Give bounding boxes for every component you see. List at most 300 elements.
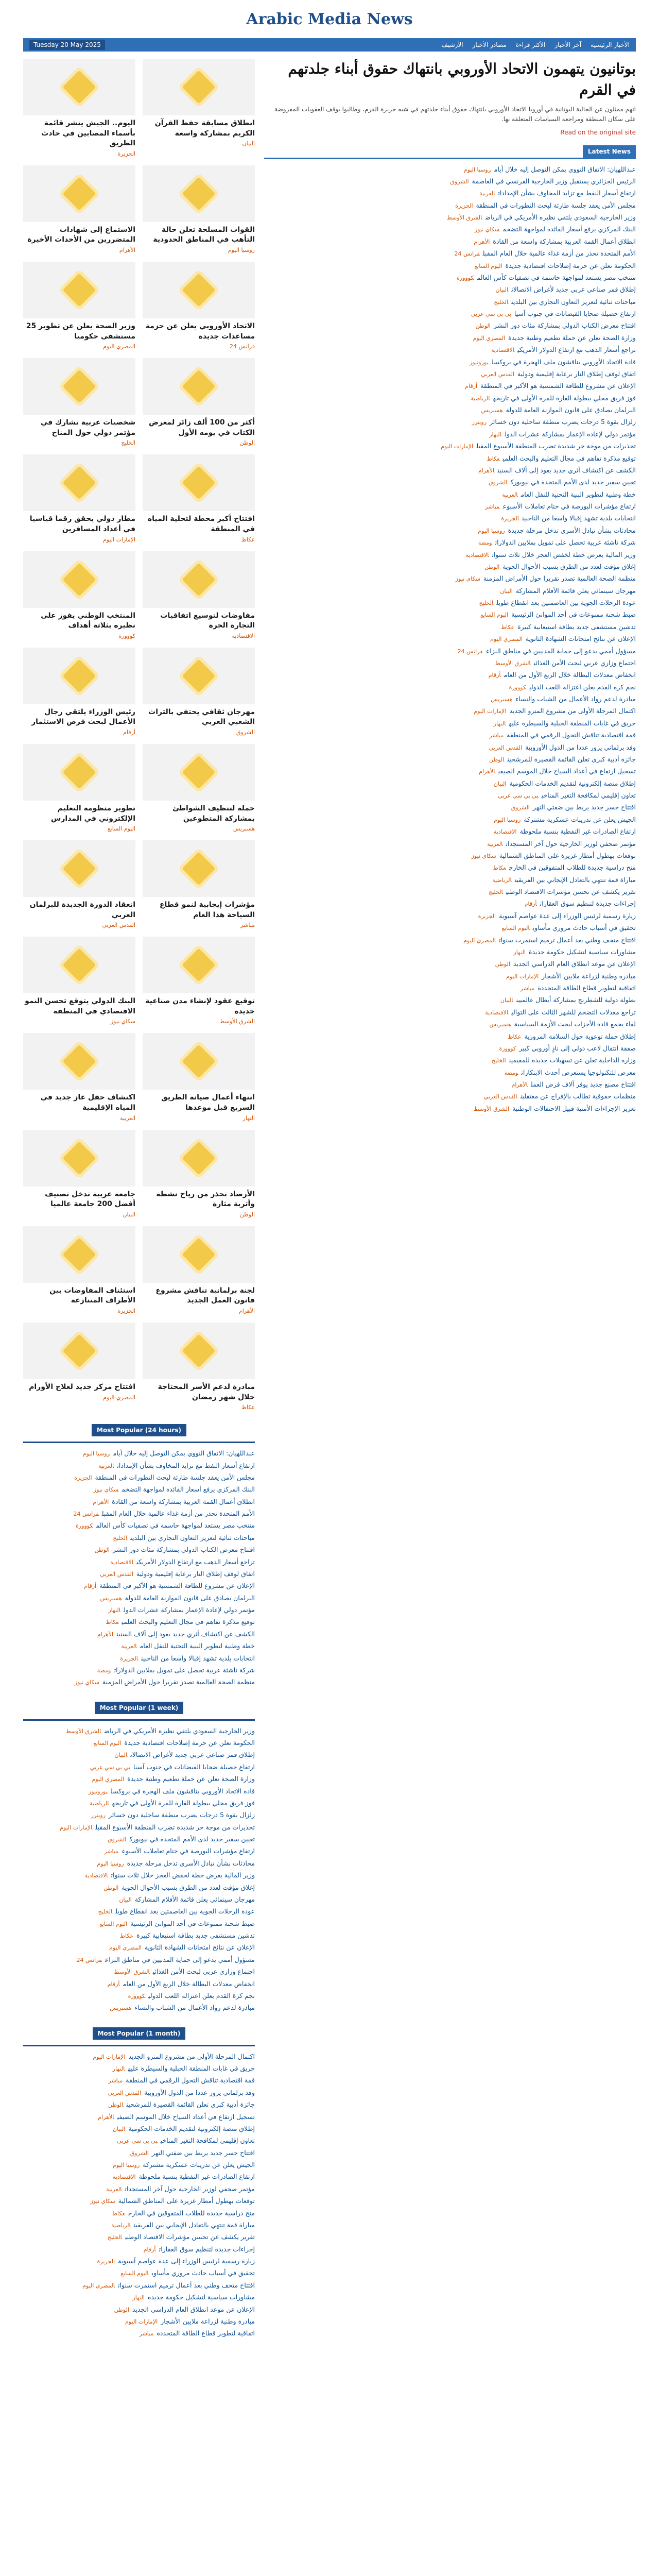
headline-source[interactable]: الإمارات اليوم bbox=[93, 2053, 126, 2060]
list-item[interactable] bbox=[264, 199, 636, 211]
headline-link[interactable]: الكشف عن اكتشاف أثري جديد يعود إلى آلاف السنين bbox=[497, 466, 636, 474]
headline-source[interactable]: الرياضية bbox=[89, 1800, 109, 1807]
list-item[interactable] bbox=[23, 1929, 255, 1941]
headline-source[interactable]: الاقتصادية bbox=[465, 551, 489, 558]
headline-source[interactable]: الجزيرة bbox=[455, 202, 473, 209]
list-item[interactable] bbox=[23, 1507, 255, 1519]
list-item[interactable] bbox=[23, 1821, 255, 1833]
headline-source[interactable]: البيان bbox=[114, 1752, 128, 1759]
news-card[interactable] bbox=[143, 840, 255, 928]
card-title[interactable]: اليوم.. الجيش ينشر قائمة بأسماء المصابين في حادث الطريق bbox=[41, 119, 135, 148]
list-item[interactable] bbox=[264, 536, 636, 548]
list-item[interactable] bbox=[264, 572, 636, 584]
headline-source[interactable]: بي بي سي عربي bbox=[90, 1764, 130, 1771]
list-item[interactable] bbox=[23, 2207, 255, 2219]
list-item[interactable] bbox=[23, 2195, 255, 2207]
headline-link[interactable]: شركة ناشئة عربية تحصل على تمويل بملايين الدولارات bbox=[495, 538, 636, 547]
news-card[interactable] bbox=[143, 1226, 255, 1314]
headline-source[interactable]: البيان bbox=[119, 1896, 132, 1903]
headline-link[interactable]: توقيع مذكرة تفاهم في مجال التعليم والبحث العلمي bbox=[122, 1618, 255, 1626]
headline-link[interactable]: فوز فريق محلي ببطولة القارة للمرة الأولى في تاريخه bbox=[493, 394, 636, 402]
headline-source[interactable]: الوطن bbox=[94, 1547, 110, 1554]
list-item[interactable] bbox=[264, 416, 636, 428]
list-item[interactable] bbox=[23, 1882, 255, 1893]
headline-link[interactable]: وزير المالية يعرض خطة لخفض العجز خلال ثلاث سنوات bbox=[111, 1871, 255, 1879]
headline-source[interactable]: اليوم السابع bbox=[93, 1740, 122, 1747]
headline-link[interactable]: توقعات بهطول أمطار غزيرة على المناطق الشمالية bbox=[499, 851, 636, 859]
headline-source[interactable]: كووورة bbox=[509, 684, 527, 691]
list-item[interactable] bbox=[264, 380, 636, 392]
headline-link[interactable]: قادة الاتحاد الأوروبي يناقشون ملف الهجرة في بروكسل bbox=[110, 1787, 255, 1795]
news-card[interactable] bbox=[143, 262, 255, 350]
headline-link[interactable]: تحقيق في أسباب حادث مروري مأساوي bbox=[532, 924, 636, 932]
headline-source[interactable]: الأهرام bbox=[97, 1631, 114, 1638]
headline-source[interactable]: الشرق الأوسط bbox=[474, 1105, 509, 1112]
headline-link[interactable]: مهرجان سينمائي يعلن قائمة الأفلام المشاركة bbox=[515, 586, 636, 595]
card-title[interactable]: وزير الصحة يعلن عن تطوير 25 مستشفى حكوميا bbox=[26, 321, 135, 341]
card-source[interactable]: العربية bbox=[119, 1114, 135, 1122]
headline-link[interactable]: مؤتمر دولي لإعادة الإعمار بمشاركة عشرات الدول bbox=[505, 430, 636, 438]
card-thumbnail[interactable] bbox=[23, 454, 135, 511]
list-item[interactable] bbox=[264, 681, 636, 693]
list-item[interactable] bbox=[264, 958, 636, 970]
news-card[interactable] bbox=[23, 358, 135, 446]
headline-link[interactable]: تعاون إقليمي لمكافحة التغير المناخي bbox=[160, 2137, 255, 2145]
list-item[interactable] bbox=[23, 1965, 255, 1977]
list-item[interactable] bbox=[264, 488, 636, 500]
headline-link[interactable]: مؤتمر صحفي لوزير الخارجية حول آخر المستجدات bbox=[506, 839, 636, 848]
headline-link[interactable]: مشاورات سياسية لتشكيل حكومة جديدة bbox=[147, 2293, 255, 2301]
headline-link[interactable]: توقيع مذكرة تفاهم في مجال التعليم والبحث العلمي bbox=[502, 454, 636, 462]
card-source[interactable]: الخليج bbox=[121, 439, 135, 447]
list-item[interactable] bbox=[264, 1030, 636, 1042]
news-card[interactable] bbox=[143, 59, 255, 157]
headline-link[interactable]: تحقيق في أسباب حادث مروري مأساوي bbox=[151, 2269, 255, 2277]
list-item[interactable] bbox=[23, 2134, 255, 2146]
list-item[interactable] bbox=[264, 1066, 636, 1078]
list-item[interactable] bbox=[23, 2062, 255, 2074]
headline-source[interactable]: كووورة bbox=[76, 1522, 93, 1530]
headline-link[interactable]: عبداللهيان: الاتفاق النووي يمكن التوصل إليه خلال أيام bbox=[494, 165, 636, 173]
headline-link[interactable]: منح دراسية جديدة للطلاب المتفوقين في الخارج bbox=[128, 2209, 255, 2217]
card-thumbnail[interactable] bbox=[143, 1130, 255, 1187]
headline-link[interactable]: البنك المركزي يرفع أسعار الفائدة لمواجهة التضخم bbox=[502, 225, 636, 233]
list-item[interactable] bbox=[23, 2159, 255, 2171]
card-thumbnail[interactable] bbox=[143, 744, 255, 801]
headline-link[interactable]: وفد برلماني يزور عددا من الدول الأوروبية bbox=[144, 2088, 255, 2096]
headline-source[interactable]: الإمارات اليوم bbox=[60, 1824, 93, 1831]
card-source[interactable]: مباشر bbox=[240, 922, 255, 929]
list-item[interactable] bbox=[264, 886, 636, 897]
list-item[interactable] bbox=[23, 1483, 255, 1495]
headline-link[interactable]: ارتفاع الصادرات غير النفطية بنسبة ملحوظة bbox=[519, 827, 636, 836]
list-item[interactable] bbox=[264, 344, 636, 355]
headline-source[interactable]: سكاي نيوز bbox=[74, 1679, 99, 1686]
card-thumbnail[interactable] bbox=[143, 262, 255, 318]
card-title[interactable]: حملة لتنظيف الشواطئ بمشاركة المتطوعين bbox=[172, 804, 255, 823]
headline-link[interactable]: انخفاض معدلات البطالة خلال الربع الأول من العام bbox=[123, 1979, 255, 1988]
headline-source[interactable]: هسبريس bbox=[481, 407, 503, 414]
headline-link[interactable]: عبداللهيان: الاتفاق النووي يمكن التوصل إليه خلال أيام bbox=[113, 1449, 255, 1458]
list-item[interactable] bbox=[264, 175, 636, 187]
headline-source[interactable]: العربية bbox=[106, 2185, 122, 2193]
news-card[interactable] bbox=[143, 648, 255, 736]
headline-source[interactable]: عكاظ bbox=[119, 1933, 134, 1940]
list-item[interactable] bbox=[264, 524, 636, 536]
headline-source[interactable]: الأهرام bbox=[479, 768, 495, 775]
card-source[interactable]: عكاظ bbox=[241, 536, 255, 543]
headline-source[interactable]: روسيا اليوم bbox=[494, 816, 521, 823]
headline-link[interactable]: إغلاق مؤقت لعدد من الطرق بسبب الأحوال الجوية bbox=[502, 562, 636, 570]
list-item[interactable] bbox=[23, 2291, 255, 2303]
headline-link[interactable]: محادثات بشأن تبادل الأسرى تدخل مرحلة جديدة bbox=[127, 1859, 255, 1867]
card-title[interactable]: البنك الدولي يتوقع تحسن النمو الاقتصادي في المنطقة bbox=[25, 997, 135, 1015]
headline-link[interactable]: إطلاق قمر صناعي عربي جديد لأغراض الاتصالات bbox=[130, 1751, 255, 1759]
headline-link[interactable]: اكتمال المرحلة الأولى من مشروع المترو الجديد bbox=[128, 2052, 255, 2060]
headline-link[interactable]: منظمة الصحة العالمية تصدر تقريرا حول الأمراض المزمنة bbox=[483, 574, 636, 583]
headline-source[interactable]: الخليج bbox=[488, 889, 503, 896]
card-title[interactable]: تطوير منظومة التعليم الإلكتروني في المدارس bbox=[51, 804, 135, 823]
headline-link[interactable]: الإعلان عن موعد انطلاق العام الدراسي الجديد bbox=[513, 960, 636, 968]
headline-link[interactable]: مهرجان سينمائي يعلن قائمة الأفلام المشاركة bbox=[134, 1895, 255, 1903]
headline-source[interactable]: الوطن bbox=[484, 563, 500, 570]
headline-source[interactable]: الجزيرة bbox=[501, 515, 519, 522]
list-item[interactable] bbox=[23, 1785, 255, 1797]
headline-link[interactable]: اجتماع وزاري عربي لبحث الأمن الغذائي bbox=[533, 658, 636, 667]
headline-link[interactable]: مجلس الأمن يعقد جلسة طارئة لبحث التطورات في المنطقة bbox=[476, 201, 636, 209]
headline-link[interactable]: افتتاح مصنع جديد يوفر آلاف فرص العمل bbox=[530, 1080, 636, 1089]
list-item[interactable] bbox=[264, 597, 636, 608]
headline-link[interactable]: منح دراسية جديدة للطلاب المتفوقين في الخارج bbox=[509, 863, 636, 872]
card-thumbnail[interactable] bbox=[23, 1323, 135, 1379]
card-title[interactable]: لجنة برلمانية تناقش مشروع قانون العمل الجديد bbox=[155, 1286, 255, 1305]
list-item[interactable] bbox=[264, 368, 636, 380]
headline-source[interactable]: بي بي سي عربي bbox=[498, 792, 539, 800]
card-title[interactable]: انعقاد الدورة الجديدة للبرلمان العربي bbox=[29, 901, 135, 919]
card-title[interactable]: القوات المسلحة تعلن حالة التأهب في المناطق الحدودية bbox=[153, 225, 255, 244]
headline-link[interactable]: انطلاق أعمال القمة العربية بمشاركة واسعة من القادة bbox=[493, 237, 636, 245]
top-menu-item[interactable]: الأرشيف bbox=[441, 41, 463, 48]
headline-source[interactable]: العربية bbox=[502, 491, 518, 498]
headline-source[interactable]: عكاظ bbox=[493, 865, 506, 872]
list-item[interactable] bbox=[264, 404, 636, 416]
headline-source[interactable]: الأهرام bbox=[98, 2113, 114, 2121]
list-item[interactable] bbox=[264, 645, 636, 657]
list-item[interactable] bbox=[23, 2098, 255, 2110]
headline-link[interactable]: اكتمال المرحلة الأولى من مشروع المترو الجديد bbox=[509, 707, 636, 715]
card-source[interactable]: هسبريس bbox=[233, 825, 255, 833]
headline-source[interactable]: البيان bbox=[112, 2125, 126, 2132]
headline-source[interactable]: الاقتصادية bbox=[485, 1009, 509, 1016]
headline-source[interactable]: الجزيرة bbox=[120, 1655, 138, 1662]
card-thumbnail[interactable] bbox=[23, 262, 135, 318]
list-item[interactable] bbox=[23, 2002, 255, 2013]
headline-link[interactable]: إطلاق حملة توعوية حول السلامة المرورية bbox=[524, 1032, 636, 1040]
list-item[interactable] bbox=[264, 247, 636, 259]
news-card[interactable] bbox=[143, 165, 255, 253]
headline-link[interactable]: توقعات بهطول أمطار غزيرة على المناطق الشمالية bbox=[118, 2197, 255, 2205]
headline-source[interactable]: بي بي سي عربي bbox=[471, 311, 511, 318]
card-source[interactable]: الاقتصادية bbox=[232, 632, 255, 639]
list-item[interactable] bbox=[264, 223, 636, 235]
headline-link[interactable]: انخفاض معدلات البطالة خلال الربع الأول من العام bbox=[504, 671, 636, 679]
card-source[interactable]: الشرق الأوسط bbox=[219, 1018, 255, 1025]
headline-source[interactable]: مباشر bbox=[104, 1848, 119, 1855]
card-title[interactable]: الاتحاد الأوروبي يعلن عن حزمة مساعدات جديدة bbox=[145, 321, 255, 341]
headline-link[interactable]: الإعلان عن نتائج امتحانات الشهادة الثانوية bbox=[525, 635, 636, 643]
card-source[interactable]: اليوم السابع bbox=[107, 825, 135, 833]
list-item[interactable] bbox=[264, 561, 636, 572]
list-item[interactable] bbox=[23, 1918, 255, 1929]
headline-link[interactable]: تدشين مستشفى جديد بطاقة استيعابية كبيرة bbox=[517, 622, 636, 631]
list-item[interactable] bbox=[264, 753, 636, 765]
headline-source[interactable]: الرياضية bbox=[492, 876, 512, 884]
card-title[interactable]: مبادرة لدعم الأسر المحتاجة خلال شهر رمضان bbox=[158, 1383, 255, 1401]
list-item[interactable] bbox=[264, 1054, 636, 1066]
headline-source[interactable]: العربية bbox=[479, 190, 495, 197]
card-source[interactable]: النهار bbox=[242, 1114, 255, 1122]
list-item[interactable] bbox=[264, 1078, 636, 1090]
headline-source[interactable]: الاقتصادية bbox=[112, 2174, 136, 2181]
headline-source[interactable]: القدس العربي bbox=[483, 1093, 517, 1100]
list-item[interactable] bbox=[264, 464, 636, 476]
list-item[interactable] bbox=[23, 2183, 255, 2195]
list-item[interactable] bbox=[264, 850, 636, 861]
headline-source[interactable]: اليوم السابع bbox=[501, 925, 530, 932]
list-item[interactable] bbox=[264, 187, 636, 199]
headline-source[interactable]: المصري اليوم bbox=[109, 1944, 142, 1952]
list-item[interactable] bbox=[23, 1447, 255, 1459]
list-item[interactable] bbox=[23, 2279, 255, 2291]
headline-link[interactable]: إطلاق قمر صناعي عربي جديد لأغراض الاتصالات bbox=[511, 285, 636, 294]
list-item[interactable] bbox=[264, 440, 636, 452]
news-card[interactable] bbox=[23, 840, 135, 928]
card-thumbnail[interactable] bbox=[23, 937, 135, 993]
list-item[interactable] bbox=[264, 428, 636, 440]
headline-link[interactable]: منتخب مصر يستعد لمواجهة حاسمة في تصفيات كأس العالم bbox=[96, 1521, 255, 1530]
news-card[interactable] bbox=[23, 262, 135, 350]
list-item[interactable] bbox=[23, 2050, 255, 2062]
card-thumbnail[interactable] bbox=[143, 937, 255, 993]
card-thumbnail[interactable] bbox=[23, 648, 135, 704]
list-item[interactable] bbox=[264, 705, 636, 717]
headline-source[interactable]: العربية bbox=[98, 1462, 114, 1469]
headline-source[interactable]: الاقتصادية bbox=[84, 1872, 108, 1879]
list-item[interactable] bbox=[264, 476, 636, 488]
card-thumbnail[interactable] bbox=[143, 454, 255, 511]
lead-title[interactable]: بوتانيون يتهمون الاتحاد الأوروبي بانتهاك حقوق أبناء جلدتهم في القرم bbox=[288, 60, 636, 98]
card-source[interactable]: البيان bbox=[242, 140, 255, 147]
news-card[interactable] bbox=[143, 1033, 255, 1121]
headline-source[interactable]: هسبريس bbox=[491, 696, 513, 703]
headline-source[interactable]: أرقام bbox=[143, 2246, 156, 2253]
headline-link[interactable]: تراجع أسعار الذهب مع ارتفاع الدولار الأمريكي bbox=[517, 346, 636, 354]
card-thumbnail[interactable] bbox=[23, 358, 135, 415]
headline-link[interactable]: وفد برلماني يزور عددا من الدول الأوروبية bbox=[525, 743, 636, 751]
headline-link[interactable]: مباراة قمة تنتهي بالتعادل الإيجابي بين الفريقين bbox=[133, 2221, 255, 2229]
headline-link[interactable]: تعاون إقليمي لمكافحة التغير المناخي bbox=[541, 791, 636, 800]
headline-source[interactable]: ومضة bbox=[478, 539, 492, 547]
headline-source[interactable]: فرانس 24 bbox=[73, 1511, 99, 1518]
card-source[interactable]: الشروق bbox=[236, 728, 255, 736]
headline-link[interactable]: الرئيس الجزائري يستقبل وزير الخارجية الفرنسي في العاصمة bbox=[472, 177, 636, 185]
headline-link[interactable]: افتتاح متحف وطني بعد أعمال ترميم استمرت سنوات bbox=[499, 936, 636, 944]
list-item[interactable] bbox=[23, 1568, 255, 1580]
card-thumbnail[interactable] bbox=[23, 59, 135, 115]
headline-source[interactable]: فرانس 24 bbox=[457, 648, 483, 655]
card-source[interactable]: فرانس 24 bbox=[230, 343, 255, 350]
list-item[interactable] bbox=[23, 1556, 255, 1568]
news-card[interactable] bbox=[23, 1130, 135, 1218]
headline-link[interactable]: وزير المالية يعرض خطة لخفض العجز خلال ثلاث سنوات bbox=[492, 550, 636, 558]
headline-link[interactable]: ارتفاع حصيلة ضحايا الفيضانات في جنوب آسيا bbox=[133, 1762, 255, 1771]
headline-link[interactable]: تقرير يكشف عن تحسن مؤشرات الاقتصاد الوطني bbox=[506, 888, 636, 896]
list-item[interactable] bbox=[264, 319, 636, 331]
list-item[interactable] bbox=[264, 163, 636, 175]
headline-link[interactable]: شركة ناشئة عربية تحصل على تمويل بملايين الدولارات bbox=[114, 1666, 255, 1674]
headline-link[interactable]: اتفاقية لتطوير قطاع الطاقة المتجددة bbox=[157, 2329, 255, 2337]
list-item[interactable] bbox=[264, 1042, 636, 1054]
list-item[interactable] bbox=[23, 1460, 255, 1471]
headline-source[interactable]: المصري اليوم bbox=[463, 937, 496, 944]
headline-link[interactable]: الجيش يعلن عن تدريبات عسكرية مشتركة bbox=[143, 2161, 255, 2169]
headline-link[interactable]: الإعلان عن موعد انطلاق العام الدراسي الجديد bbox=[132, 2305, 255, 2313]
card-title[interactable]: رئيس الوزراء يلتقي رجال الأعمال لبحث فرص الاستثمار bbox=[31, 707, 135, 726]
news-card[interactable] bbox=[23, 551, 135, 639]
list-item[interactable] bbox=[264, 1090, 636, 1102]
list-item[interactable] bbox=[264, 994, 636, 1006]
headline-link[interactable]: خطة وطنية لتطوير البنية التحتية للنقل العام bbox=[140, 1642, 255, 1650]
card-title[interactable]: افتتاح أكبر محطة لتحلية المياه في المنطقة bbox=[147, 515, 255, 533]
list-item[interactable] bbox=[23, 2243, 255, 2255]
headline-link[interactable]: زلزال بقوة 5 درجات يضرب منطقة ساحلية دون خسائر bbox=[490, 418, 636, 426]
list-item[interactable] bbox=[23, 2255, 255, 2267]
headline-source[interactable]: ومضة bbox=[97, 1667, 111, 1674]
headline-source[interactable]: الجزيرة bbox=[97, 2258, 115, 2265]
lead-source-link[interactable]: Read on the original site bbox=[560, 128, 636, 136]
card-title[interactable]: مفاوضات لتوسيع اتفاقيات التجارة الحرة bbox=[160, 611, 255, 630]
headline-link[interactable]: عودة الرحلات الجوية بين العاصمتين بعد انقطاع طويل bbox=[496, 599, 636, 607]
headline-link[interactable]: خطة وطنية لتطوير البنية التحتية للنقل العام bbox=[521, 490, 636, 498]
headline-link[interactable]: مبادرة لدعم رواد الأعمال من الشباب والنساء bbox=[134, 2004, 255, 2012]
headline-link[interactable]: الجيش يعلن عن تدريبات عسكرية مشتركة bbox=[524, 815, 636, 823]
card-title[interactable]: مطار دولي يحقق رقما قياسيا في أعداد المسافرين bbox=[29, 515, 135, 533]
headline-link[interactable]: ارتفاع حصيلة ضحايا الفيضانات في جنوب آسيا bbox=[514, 310, 636, 318]
headline-source[interactable]: الوطن bbox=[108, 2102, 124, 2109]
headline-link[interactable]: الإعلان عن مشروع للطاقة الشمسية هو الأكبر في المنطقة bbox=[99, 1582, 255, 1590]
headline-source[interactable]: النهار bbox=[493, 720, 506, 727]
list-item[interactable] bbox=[264, 982, 636, 994]
headline-link[interactable]: افتتاح جسر جديد يربط بين ضفتي النهر bbox=[532, 803, 636, 811]
headline-link[interactable]: الحكومة تعلن عن حزمة إصلاحات اقتصادية جديدة bbox=[505, 261, 636, 269]
card-title[interactable]: الأرصاد تحذر من رياح نشطة وأتربة مثارة bbox=[156, 1190, 255, 1209]
news-card[interactable] bbox=[143, 937, 255, 1025]
list-item[interactable] bbox=[23, 2219, 255, 2231]
headline-link[interactable]: تحذيرات من موجة حر شديدة تضرب المنطقة الأسبوع المقبل bbox=[476, 442, 636, 450]
news-card[interactable] bbox=[23, 648, 135, 736]
news-card[interactable] bbox=[143, 744, 255, 832]
headline-source[interactable]: البيان bbox=[495, 286, 509, 294]
headline-source[interactable]: الجزيرة bbox=[74, 1474, 92, 1481]
list-item[interactable] bbox=[23, 2087, 255, 2098]
headline-source[interactable]: النهار bbox=[489, 431, 502, 438]
news-card[interactable] bbox=[143, 1323, 255, 1411]
list-item[interactable] bbox=[264, 861, 636, 873]
headline-link[interactable]: إغلاق مؤقت لعدد من الطرق بسبب الأحوال الجوية bbox=[122, 1883, 255, 1891]
headline-link[interactable]: نجم كرة القدم يعلن اعتزاله اللعب الدولي bbox=[148, 1991, 255, 1999]
headline-source[interactable]: المصري اليوم bbox=[473, 334, 506, 342]
headline-link[interactable]: فوز فريق محلي ببطولة القارة للمرة الأولى في تاريخه bbox=[112, 1799, 255, 1807]
card-title[interactable]: انتهاء أعمال صيانة الطريق السريع قبل موعدها bbox=[161, 1093, 255, 1112]
list-item[interactable] bbox=[23, 1652, 255, 1664]
news-card[interactable] bbox=[23, 1033, 135, 1121]
headline-source[interactable]: هسبريس bbox=[100, 1595, 122, 1602]
list-item[interactable] bbox=[23, 1990, 255, 2002]
headline-source[interactable]: الاقتصادية bbox=[493, 828, 517, 836]
headline-source[interactable]: القدس العربي bbox=[481, 370, 514, 378]
list-item[interactable] bbox=[23, 1725, 255, 1737]
list-item[interactable] bbox=[264, 500, 636, 512]
headline-source[interactable]: البيان bbox=[493, 780, 507, 787]
headline-link[interactable]: قمة اقتصادية تناقش التحول الرقمي في المنطقة bbox=[126, 2076, 255, 2084]
list-item[interactable] bbox=[264, 1018, 636, 1030]
card-title[interactable]: شخصيات عربية تشارك في مؤتمر دولي حول المناخ bbox=[40, 418, 135, 437]
card-source[interactable]: الأهرام bbox=[238, 1308, 255, 1315]
headline-source[interactable]: الأهرام bbox=[93, 1498, 109, 1505]
headline-source[interactable]: النهار bbox=[108, 1607, 121, 1614]
card-thumbnail[interactable] bbox=[143, 648, 255, 704]
headline-link[interactable]: مجلس الأمن يعقد جلسة طارئة لبحث التطورات في المنطقة bbox=[95, 1473, 255, 1481]
news-card[interactable] bbox=[23, 165, 135, 253]
headline-source[interactable]: الخليج bbox=[107, 2234, 122, 2241]
list-item[interactable] bbox=[23, 1580, 255, 1591]
top-menu-item[interactable]: مصادر الأخبار bbox=[472, 41, 507, 48]
headline-link[interactable]: حريق في غابات المنطقة الجبلية والسيطرة عليه bbox=[128, 2064, 255, 2073]
headline-link[interactable]: ارتفاع أسعار النفط مع تزايد المخاوف بشأن الإمدادات bbox=[498, 189, 636, 197]
headline-source[interactable]: الوطن bbox=[103, 1884, 119, 1891]
card-thumbnail[interactable] bbox=[23, 1130, 135, 1187]
list-item[interactable] bbox=[264, 308, 636, 319]
headline-source[interactable]: العربية bbox=[121, 1643, 137, 1650]
headline-link[interactable]: تعيين سفير جديد لدى الأمم المتحدة في نيويورك bbox=[129, 1835, 255, 1843]
headline-link[interactable]: بطولة دولية للشطرنج بمشاركة أبطال عالميين bbox=[516, 996, 636, 1004]
list-item[interactable] bbox=[264, 777, 636, 789]
list-item[interactable] bbox=[264, 283, 636, 295]
card-title[interactable]: توقيع عقود لإنشاء مدن صناعية جديدة bbox=[145, 997, 255, 1015]
card-title[interactable]: اكتشاف حقل غاز جديد في المياه الإقليمية bbox=[40, 1093, 135, 1112]
card-thumbnail[interactable] bbox=[143, 358, 255, 415]
headline-source[interactable]: رويترز bbox=[472, 419, 487, 426]
headline-link[interactable]: مبادرة وطنية لزراعة ملايين الأشجار bbox=[161, 2317, 255, 2325]
headline-source[interactable]: الاقتصادية bbox=[110, 1558, 134, 1566]
headline-link[interactable]: زلزال بقوة 5 درجات يضرب منطقة ساحلية دون خسائر bbox=[109, 1811, 255, 1819]
list-item[interactable] bbox=[264, 801, 636, 813]
headline-source[interactable]: مباشر bbox=[139, 2330, 154, 2337]
headline-source[interactable]: أرقام bbox=[465, 383, 478, 390]
headline-source[interactable]: الشروق bbox=[108, 1836, 127, 1843]
list-item[interactable] bbox=[264, 296, 636, 308]
headline-source[interactable]: فرانس 24 bbox=[454, 250, 480, 258]
card-source[interactable]: أرقام bbox=[123, 728, 135, 736]
list-item[interactable] bbox=[264, 332, 636, 344]
list-item[interactable] bbox=[23, 1833, 255, 1845]
news-card[interactable] bbox=[23, 744, 135, 832]
list-item[interactable] bbox=[264, 235, 636, 247]
headline-link[interactable]: عودة الرحلات الجوية بين العاصمتين بعد انقطاع طويل bbox=[115, 1907, 255, 1916]
card-thumbnail[interactable] bbox=[23, 165, 135, 222]
list-item[interactable] bbox=[23, 1978, 255, 1990]
headline-link[interactable]: ارتفاع مؤشرات البورصة في ختام تعاملات الأسبوع bbox=[122, 1847, 255, 1855]
